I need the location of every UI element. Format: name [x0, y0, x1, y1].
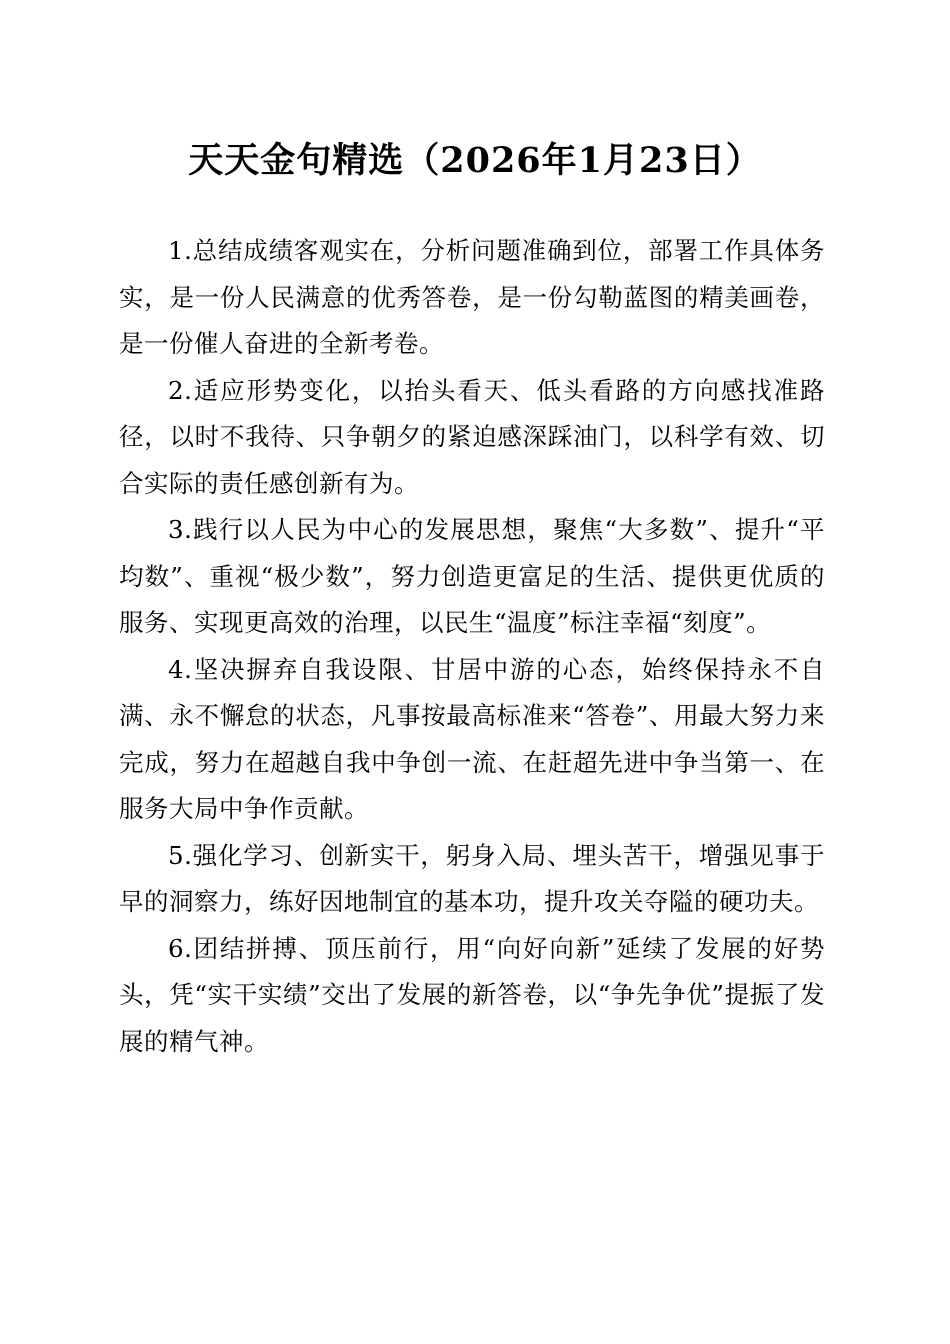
paragraph-2: 2.适应形势变化，以抬头看天、低头看路的方向感找准路径，以时不我待、只争朝夕的紧迫感深踩油门，以科学有效、切合实际的责任感创新有为。 — [119, 375, 825, 498]
document-body — [119, 228, 825, 1065]
document-title: 天天金句精选（2026年1月23日） — [188, 140, 762, 181]
paragraph-6: 6.团结拼搏、顶压前行，用“向好向新”延续了发展的好势头，凭“实干实绩”交出了发展的新答卷，以“争先争优”提振了发展的精气神。 — [119, 933, 825, 1056]
paragraph-5: 5.强化学习、创新实干，躬身入局、埋头苦干，增强见事于早的洞察力，练好因地制宜的基本功，提升攻关夺隘的硬功夫。 — [119, 840, 825, 916]
paragraph-3: 3.践行以人民为中心的发展思想，聚焦“大多数”、提升“平均数”、重视“极少数”，努力创造更富足的生活、提供更优质的服务、实现更高效的治理，以民生“温度”标注幸福“刻度”。 — [119, 515, 825, 637]
paragraph-4: 4.坚决摒弃自我设限、甘居中游的心态，始终保持永不自满、永不懈怠的状态，凡事按最高标准来“答卷”、用最大努力来完成，努力在超越自我中争创一流、在赶超先进中争当第一、在服务大局中争作贡献。 — [119, 654, 825, 823]
paragraph-1: 1.总结成绩客观实在，分析问题准确到位，部署工作具体务实，是一份人民满意的优秀答卷，是一份勾勒蓝图的精美画卷，是一份催人奋进的全新考卷。 — [119, 236, 825, 358]
